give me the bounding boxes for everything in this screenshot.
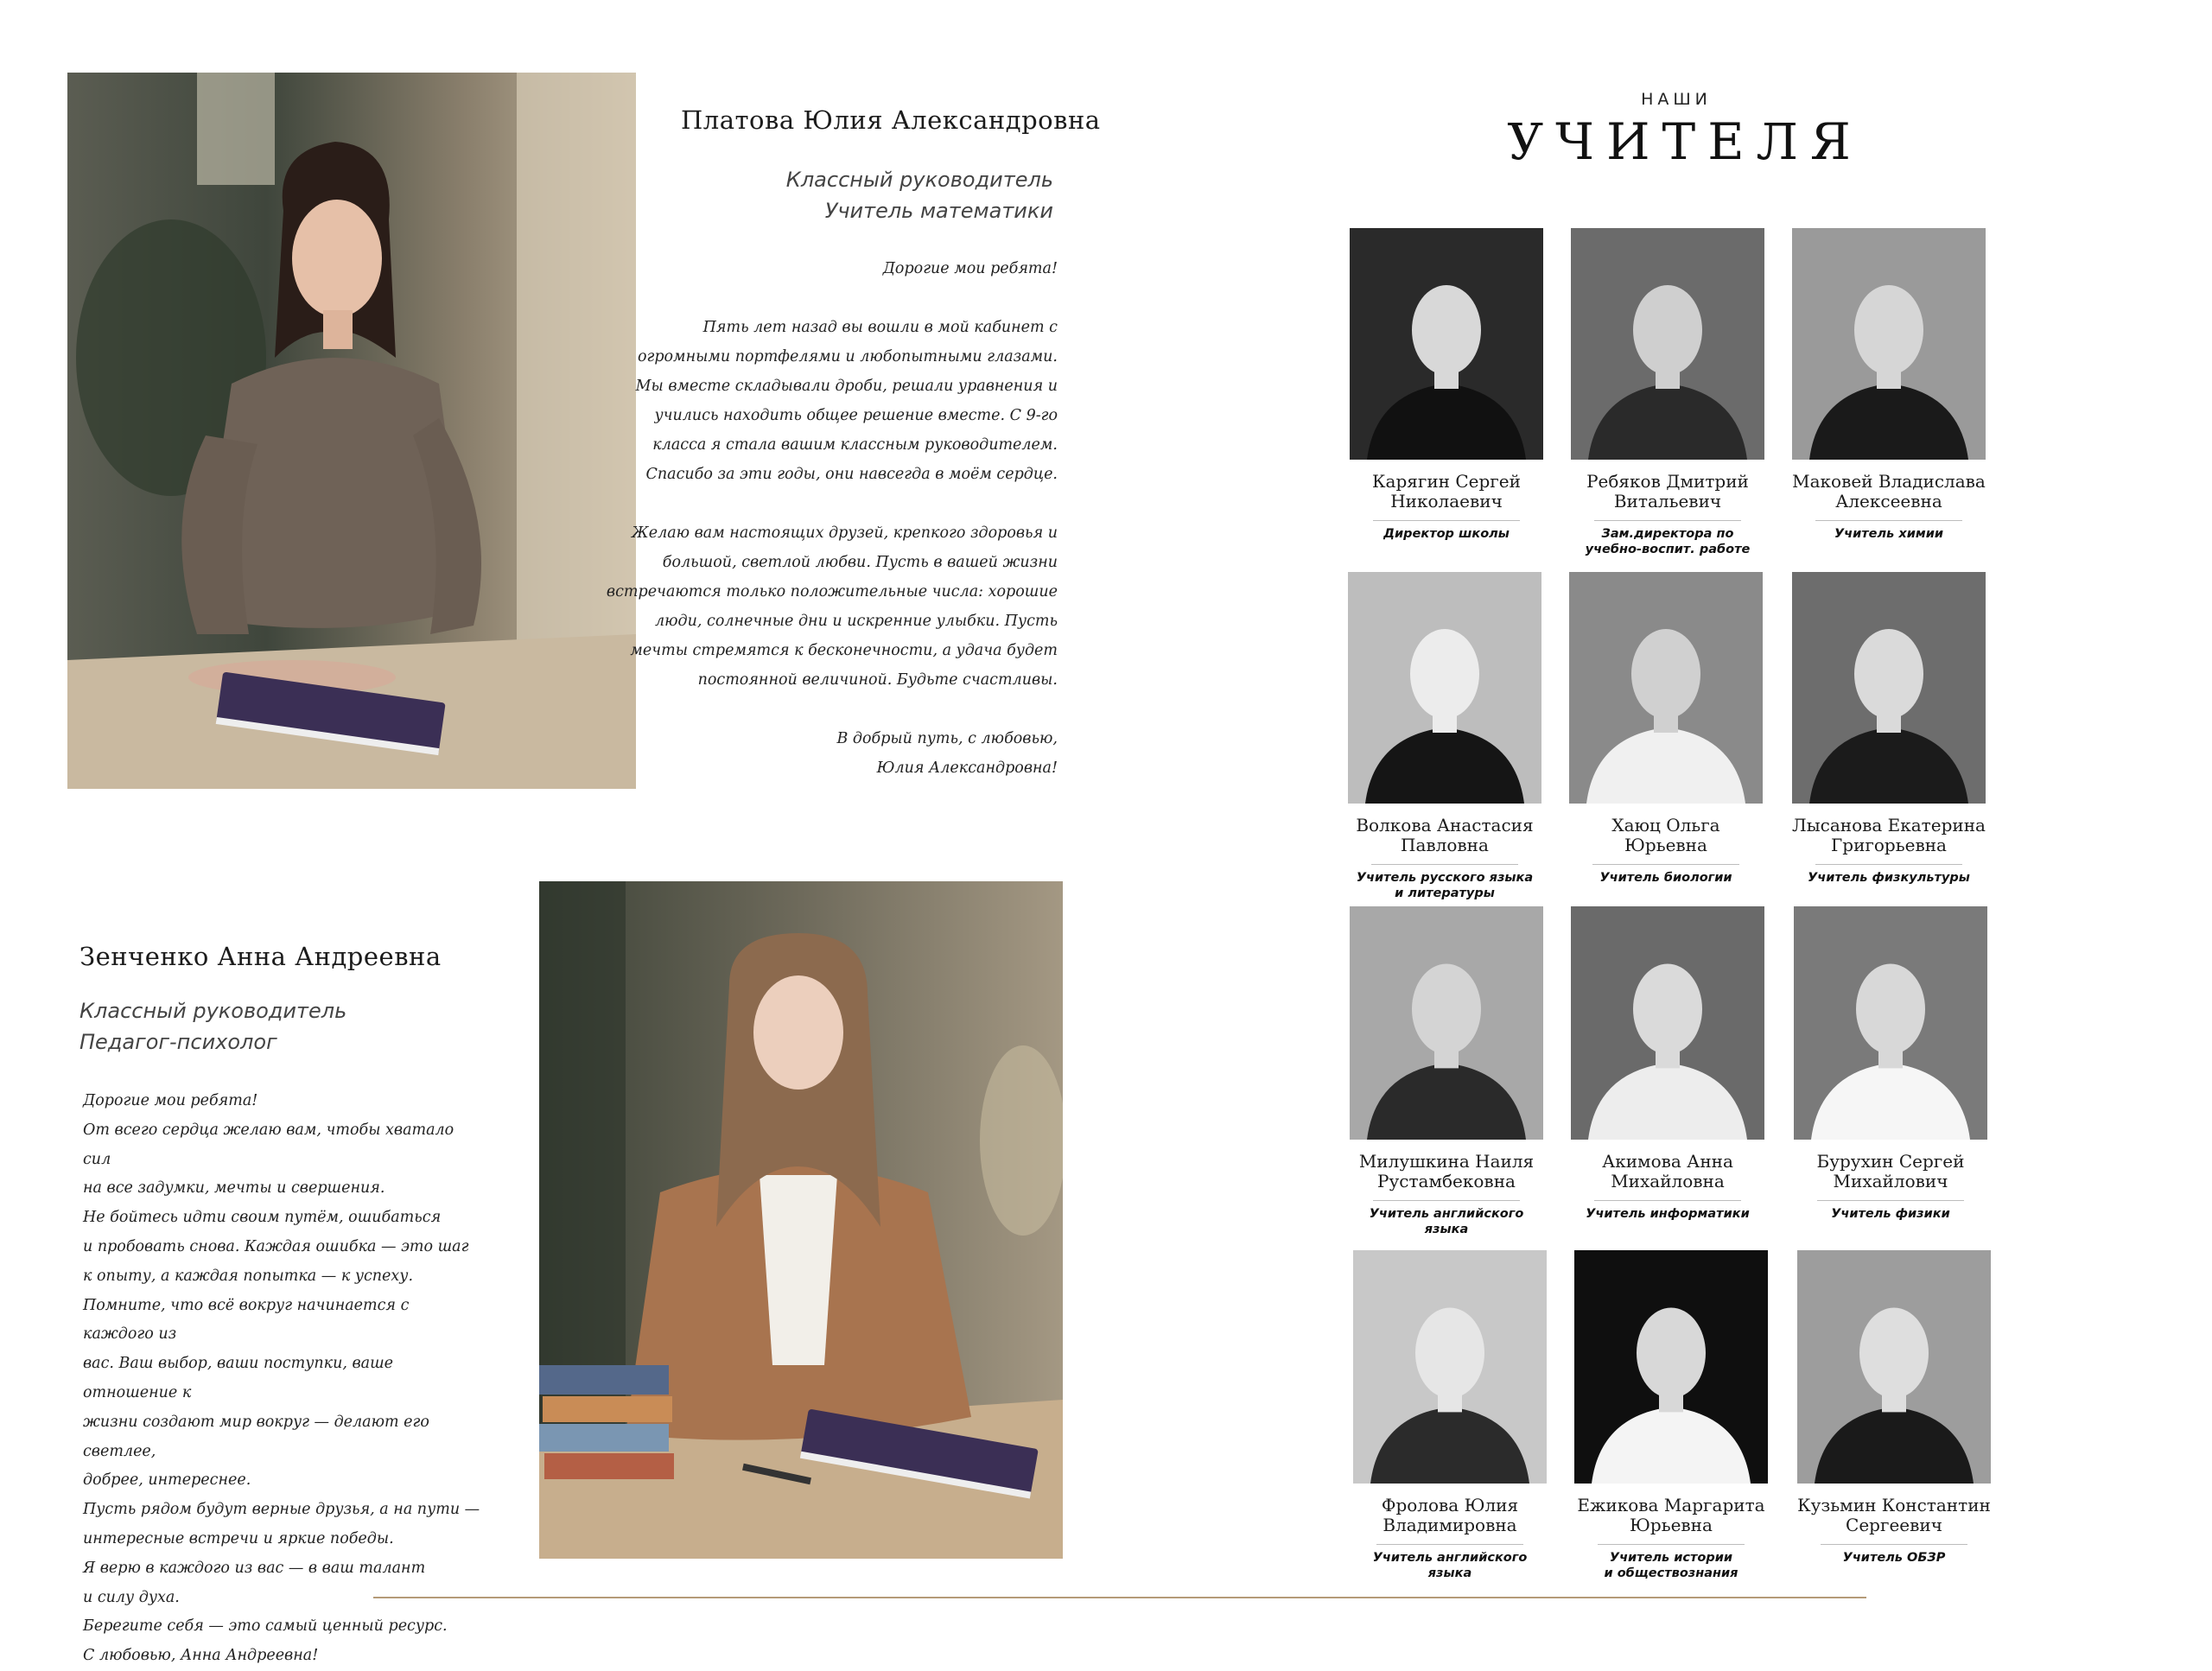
letter-line: класса я стала вашим классным руководителем. bbox=[652, 436, 1058, 454]
staff-photo bbox=[1571, 906, 1764, 1140]
letter-line: Дорогие мои ребята! bbox=[83, 1092, 258, 1109]
staff-divider bbox=[1371, 864, 1518, 865]
letter-line: В добрый путь, с любовью, bbox=[836, 730, 1058, 747]
letter-line: добрее, интереснее. bbox=[83, 1471, 251, 1490]
staff-name-line2: Алексеевна bbox=[1835, 491, 1942, 511]
staff-divider bbox=[1373, 520, 1520, 521]
staff-name bbox=[1781, 472, 1997, 511]
staff-photo bbox=[1792, 572, 1986, 804]
letter-line: Пусть рядом будут верные друзья, а на пути — bbox=[83, 1501, 480, 1519]
staff-name-line1: Лысанова Екатерина bbox=[1792, 815, 1986, 836]
teacher2-name: Зенченко Анна Андреевна bbox=[79, 942, 442, 971]
staff-name bbox=[1783, 1152, 1999, 1191]
letter-line: интересные встречи и яркие победы. bbox=[83, 1529, 394, 1547]
staff-position bbox=[1342, 1550, 1558, 1581]
heading-title: УЧИТЕЛЯ bbox=[1507, 112, 1863, 171]
letter-line: люди, солнечные дни и искренние улыбки. Пусть bbox=[654, 613, 1058, 630]
staff-divider bbox=[1815, 864, 1962, 865]
staff-card bbox=[1786, 1250, 2002, 1566]
staff-name-line1: Ежикова Маргарита bbox=[1577, 1495, 1765, 1515]
staff-position-line1: Учитель физкультуры bbox=[1808, 871, 1970, 885]
staff-card bbox=[1342, 1250, 1558, 1581]
staff-divider bbox=[1373, 1200, 1520, 1201]
staff-name-line2: Павловна bbox=[1401, 835, 1489, 855]
letter-line: мечты стремятся к бесконечности, а удача будет bbox=[630, 642, 1058, 659]
staff-divider bbox=[1817, 1200, 1964, 1201]
staff-divider bbox=[1594, 520, 1741, 521]
staff-name-line1: Фролова Юлия bbox=[1381, 1495, 1519, 1515]
staff-position bbox=[1560, 1206, 1776, 1222]
staff-name bbox=[1337, 816, 1553, 855]
letter-line: и пробовать снова. Каждая ошибка — это шаг bbox=[83, 1237, 469, 1255]
staff-card bbox=[1338, 228, 1554, 542]
staff-position bbox=[1781, 526, 1997, 542]
staff-position bbox=[1781, 870, 1997, 886]
staff-divider bbox=[1376, 1544, 1523, 1545]
letter-line: Помните, что всё вокруг начинается с каждого из bbox=[83, 1296, 410, 1344]
staff-divider bbox=[1815, 520, 1962, 521]
staff-position bbox=[1560, 526, 1776, 557]
staff-position-line1: Учитель химии bbox=[1834, 527, 1944, 541]
staff-photo bbox=[1571, 228, 1764, 460]
staff-name bbox=[1560, 1152, 1776, 1191]
letter-line: вас. Ваш выбор, ваши поступки, ваше отношение к bbox=[83, 1355, 394, 1401]
staff-position-line1: Учитель русского языка bbox=[1356, 871, 1534, 885]
bottom-divider bbox=[373, 1597, 1866, 1598]
staff-position-line2: учебно-воспит. работе bbox=[1585, 543, 1751, 556]
staff-name-line2: Витальевич bbox=[1613, 491, 1722, 511]
staff-position bbox=[1337, 870, 1553, 901]
letter-line: и силу духа. bbox=[83, 1588, 180, 1606]
staff-card bbox=[1563, 1250, 1779, 1581]
staff-name-line2: Владимировна bbox=[1382, 1515, 1517, 1535]
teacher2-letter bbox=[83, 1087, 480, 1671]
heading-small: НАШИ bbox=[1641, 90, 1712, 109]
teacher2-role-line2: Педагог-психолог bbox=[79, 1030, 277, 1054]
teacher2-role bbox=[79, 995, 346, 1058]
letter-line: на все задумки, мечты и свершения. bbox=[83, 1179, 385, 1198]
staff-card bbox=[1781, 572, 1997, 886]
teacher1-name: Платова Юлия Александровна bbox=[681, 105, 1101, 135]
staff-card bbox=[1338, 906, 1554, 1237]
staff-name-line1: Акимова Анна bbox=[1602, 1151, 1733, 1172]
letter-line: к опыту, а каждая попытка — к успеху. bbox=[83, 1267, 414, 1285]
staff-divider bbox=[1592, 864, 1739, 865]
letter-line: Спасибо за эти годы, они навсегда в моём сердце. bbox=[645, 466, 1058, 483]
staff-divider bbox=[1598, 1544, 1745, 1545]
staff-photo bbox=[1794, 906, 1987, 1140]
staff-position-line1: Учитель физики bbox=[1831, 1207, 1950, 1221]
letter-line: Не бойтесь идти своим путём, ошибаться bbox=[83, 1209, 442, 1227]
staff-card bbox=[1560, 906, 1776, 1222]
staff-position-line2: языка bbox=[1424, 1223, 1469, 1236]
letter-line: Дорогие мои ребята! bbox=[882, 260, 1058, 277]
letter-line bbox=[539, 283, 1058, 313]
staff-name-line2: Михайловна bbox=[1611, 1171, 1725, 1191]
staff-name-line2: Сергеевич bbox=[1846, 1515, 1942, 1535]
staff-position bbox=[1563, 1550, 1779, 1581]
letter-line: Берегите себя — это самый ценный ресурс. bbox=[83, 1617, 448, 1636]
letter-line: Мы вместе складывали дроби, решали уравнения и bbox=[635, 378, 1058, 395]
teacher1-role-line2: Учитель математики bbox=[824, 199, 1053, 223]
staff-position-line1: Учитель информатики bbox=[1586, 1207, 1750, 1221]
staff-photo bbox=[1348, 572, 1541, 804]
staff-card bbox=[1783, 906, 1999, 1222]
letter-line: жизни создают мир вокруг — делают его светлее, bbox=[83, 1413, 429, 1460]
letter-line: учились находить общее решение вместе. С 9-го bbox=[654, 407, 1058, 424]
staff-name-line1: Бурухин Сергей bbox=[1816, 1151, 1965, 1172]
staff-divider bbox=[1821, 1544, 1967, 1545]
letter-line: встречаются только положительные числа: хорошие bbox=[606, 583, 1058, 600]
letter-line: огромными портфелями и любопытными глазами. bbox=[637, 348, 1058, 365]
staff-position-line2: и обществознания bbox=[1604, 1566, 1738, 1580]
letter-line bbox=[539, 695, 1058, 724]
staff-position bbox=[1786, 1550, 2002, 1566]
teacher1-role-line1: Классный руководитель bbox=[785, 168, 1053, 192]
staff-photo bbox=[1797, 1250, 1991, 1484]
staff-card bbox=[1337, 572, 1553, 901]
staff-name-line1: Кузьмин Константин bbox=[1797, 1495, 1991, 1515]
teacher1-role bbox=[786, 164, 1053, 226]
staff-photo bbox=[1350, 228, 1543, 460]
staff-name bbox=[1338, 472, 1554, 511]
staff-photo bbox=[1574, 1250, 1768, 1484]
staff-position-line1: Учитель ОБЗР bbox=[1842, 1551, 1946, 1565]
staff-divider bbox=[1594, 1200, 1741, 1201]
staff-photo bbox=[1792, 228, 1986, 460]
staff-name-line2: Николаевич bbox=[1390, 491, 1503, 511]
letter-line bbox=[539, 489, 1058, 518]
staff-name-line1: Маковей Владислава bbox=[1792, 471, 1986, 492]
staff-name-line2: Рустамбековна bbox=[1377, 1171, 1516, 1191]
staff-position-line1: Учитель английского bbox=[1372, 1551, 1528, 1565]
staff-position-line1: Учитель английского bbox=[1369, 1207, 1524, 1221]
letter-line: Юлия Александровна! bbox=[876, 759, 1058, 777]
teacher1-letter bbox=[539, 254, 1058, 783]
staff-card bbox=[1558, 572, 1774, 886]
staff-position bbox=[1338, 1206, 1554, 1237]
staff-position bbox=[1338, 526, 1554, 542]
letter-line: большой, светлой любви. Пусть в вашей жизни bbox=[662, 554, 1058, 571]
staff-name-line2: Григорьевна bbox=[1831, 835, 1947, 855]
staff-name-line1: Хаюц Ольга bbox=[1611, 815, 1720, 836]
staff-position-line1: Директор школы bbox=[1383, 527, 1510, 541]
staff-name bbox=[1781, 816, 1997, 855]
letter-line: постоянной величиной. Будьте счастливы. bbox=[697, 671, 1058, 689]
staff-photo bbox=[1350, 906, 1543, 1140]
letter-line: От всего сердца желаю вам, чтобы хватало сил bbox=[83, 1121, 454, 1168]
staff-position bbox=[1783, 1206, 1999, 1222]
staff-name bbox=[1338, 1152, 1554, 1191]
staff-name bbox=[1786, 1496, 2002, 1535]
staff-name bbox=[1342, 1496, 1558, 1535]
staff-name-line2: Юрьевна bbox=[1624, 835, 1707, 855]
staff-card bbox=[1560, 228, 1776, 557]
letter-line: С любовью, Анна Андреевна! bbox=[83, 1647, 319, 1665]
staff-position-line1: Зам.директора по bbox=[1601, 527, 1734, 541]
staff-name-line1: Карягин Сергей bbox=[1372, 471, 1521, 492]
staff-name bbox=[1558, 816, 1774, 855]
staff-position-line1: Учитель биологии bbox=[1599, 871, 1732, 885]
staff-name-line2: Михайлович bbox=[1833, 1171, 1948, 1191]
teacher2-photo bbox=[539, 881, 1063, 1559]
staff-name-line2: Юрьевна bbox=[1630, 1515, 1713, 1535]
staff-card bbox=[1781, 228, 1997, 542]
staff-name-line1: Ребяков Дмитрий bbox=[1586, 471, 1749, 492]
staff-name bbox=[1560, 472, 1776, 511]
staff-position bbox=[1558, 870, 1774, 886]
staff-name-line1: Милушкина Наиля bbox=[1358, 1151, 1535, 1172]
staff-name-line1: Волкова Анастасия bbox=[1356, 815, 1534, 836]
letter-line: Желаю вам настоящих друзей, крепкого здоровья и bbox=[632, 524, 1058, 542]
staff-photo bbox=[1353, 1250, 1547, 1484]
staff-name bbox=[1563, 1496, 1779, 1535]
staff-position-line2: языка bbox=[1427, 1566, 1472, 1580]
staff-position-line2: и литературы bbox=[1395, 886, 1495, 900]
staff-photo bbox=[1569, 572, 1763, 804]
teacher2-role-line1: Классный руководитель bbox=[79, 999, 347, 1023]
letter-line: Пять лет назад вы вошли в мой кабинет с bbox=[702, 319, 1058, 336]
letter-line: Я верю в каждого из вас — в ваш талант bbox=[83, 1559, 426, 1577]
staff-position-line1: Учитель истории bbox=[1609, 1551, 1733, 1565]
